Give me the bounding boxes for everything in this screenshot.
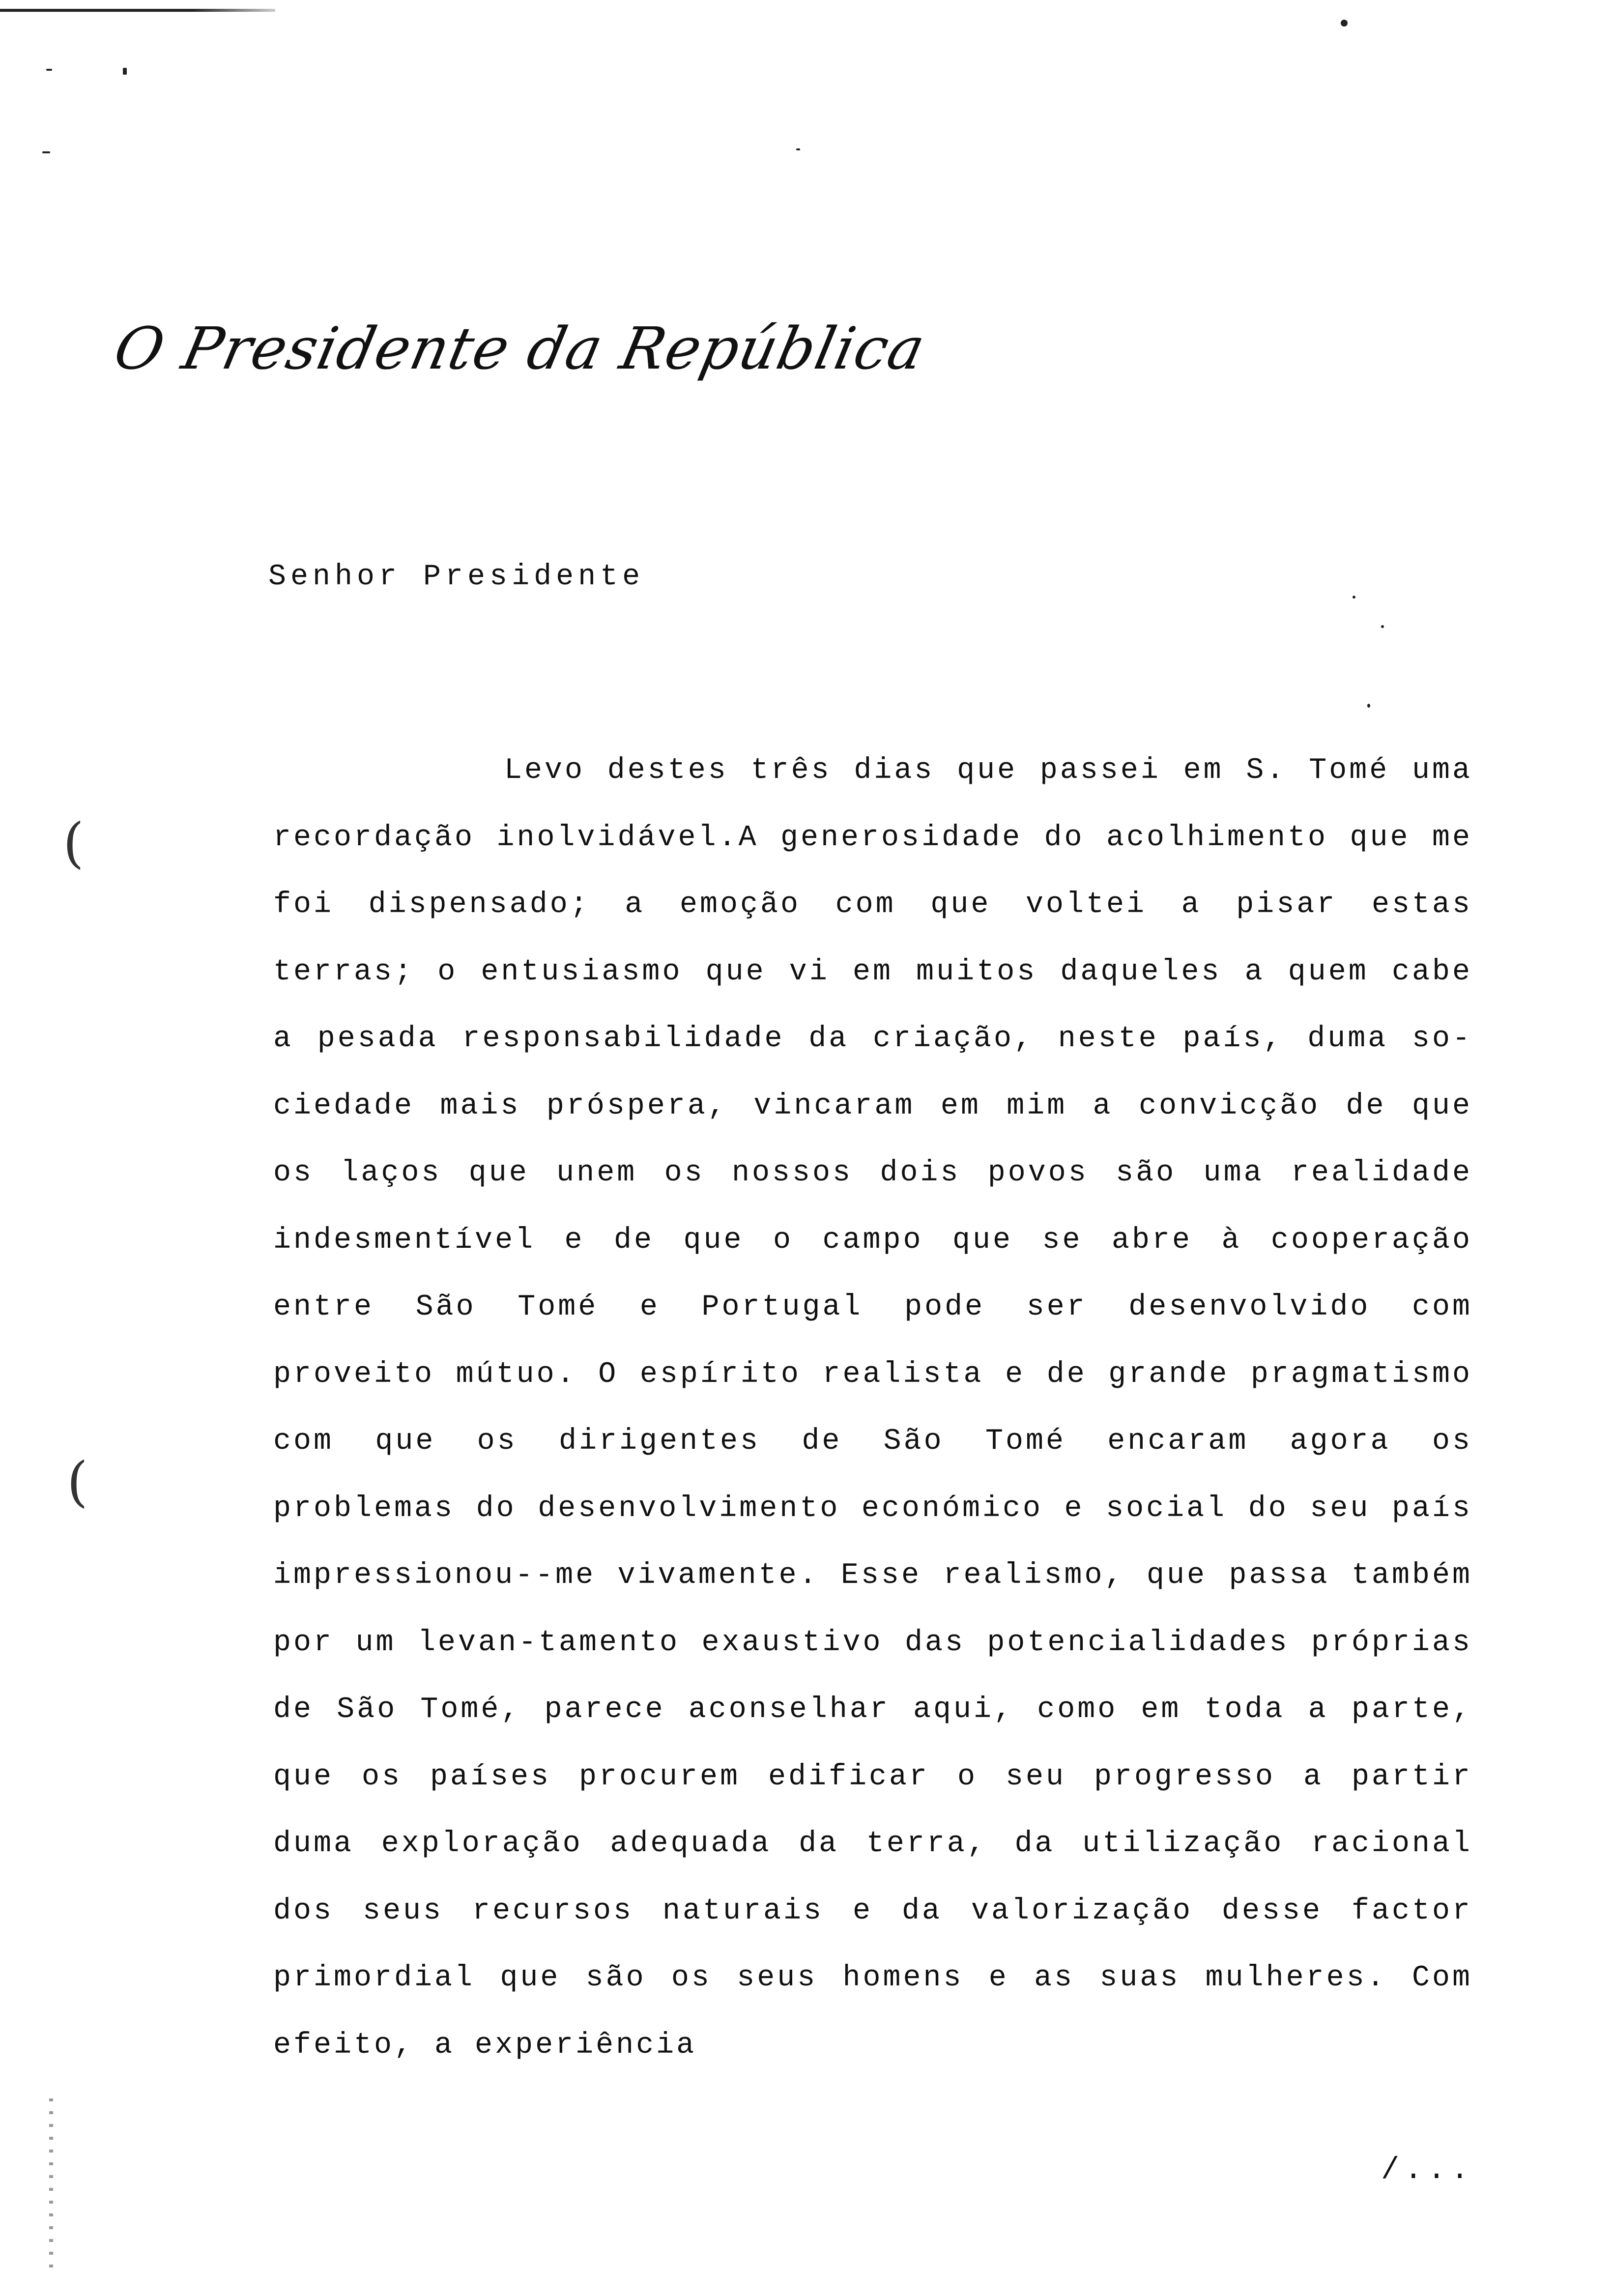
scan-speck	[796, 148, 800, 150]
scan-speck	[42, 151, 50, 153]
scan-speck	[123, 68, 127, 75]
scan-top-rule	[0, 9, 275, 12]
scan-speck	[46, 69, 52, 71]
margin-bracket-mark: (	[63, 811, 84, 874]
letter-body: Levo destes três dias que passei em S. Tomé uma recordação inolvidável.A generosidade do acolhimento que me foi dispensado; a emoção com que voltei a pisar estas terras; o entusiasmo que vi em muitos daqueles a quem cabe a pesada responsabilidade da criação, neste país, duma so-ciedade mais próspera, vincaram em mim a convicção de que os laços que unem os nossos dois povos são uma realidade indesmentível e de que o campo que se abre à cooperação entre São Tomé e Portugal pode ser desenvolvido com proveito mútuo. O espírito realista e de grande pragmatismo com que os dirigentes de São Tomé encaram agora os problemas do desenvolvimento económico e social do seu país impressionou--me vivamente. Esse realismo, que passa também por um levan-tamento exaustivo das potencialidades próprias de São Tomé, parece aconselhar aqui, como em toda a parte, que os países procurem edificar o seu progresso a partir duma exploração adequada da terra, da utilização racional dos seus recursos naturais e da valorização desse factor primordial que são os seus homens e as suas mulheres. Com efeito, a experiência	[273, 754, 1472, 2062]
scan-speck	[1353, 596, 1355, 599]
letterhead-title: O Presidente da República	[108, 315, 932, 382]
margin-bracket-mark: (	[67, 1450, 88, 1513]
salutation: Senhor Presidente	[268, 560, 645, 594]
scan-edge-artifact	[49, 2098, 53, 2275]
page-continuation-mark: /...	[1381, 2152, 1474, 2187]
scan-speck	[1367, 704, 1370, 708]
scan-speck	[1381, 625, 1384, 628]
scan-speck	[1341, 20, 1348, 27]
